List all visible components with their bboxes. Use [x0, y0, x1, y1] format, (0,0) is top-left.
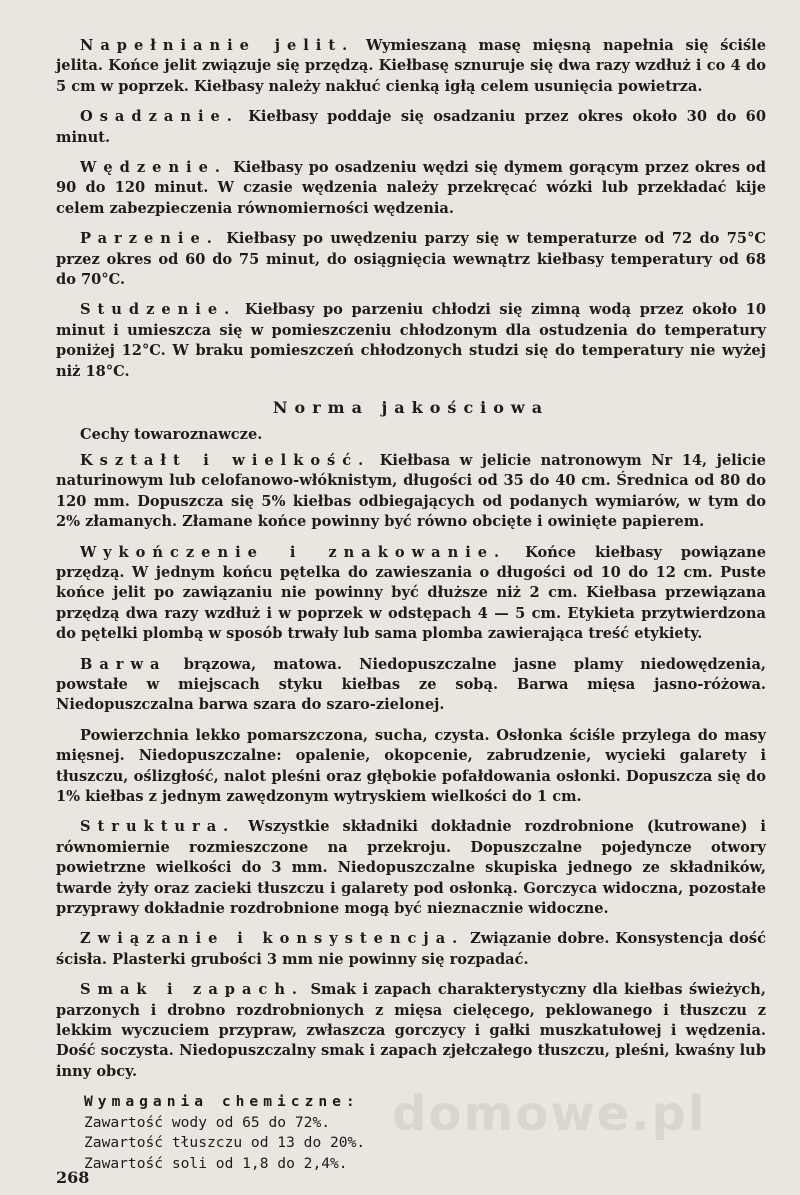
paragraph-text: Związanie dobre. Konsystencja dość ścisła. Plasterki grubości 3 mm nie powinny się rozpadać. [56, 930, 766, 968]
paragraph-zwiazanie [56, 929, 766, 970]
chemical-line: Zawartość soli od 1,8 do 2,4%. [84, 1154, 348, 1172]
paragraph-napelnianie [56, 36, 766, 97]
paragraph-text: Kiełbasy po parzeniu chłodzi się zimną wodą przez około 10 minut i umieszcza się w pomieszczeniu chłodzonym dla ostudzenia do temperatury poniżej 12°C. W braku pomieszczeń chłodzonych studzi się do temperatury nie wyżej niż 18°C. [56, 301, 766, 380]
paragraph-wedzenie [56, 158, 766, 219]
paragraph-struktura [56, 817, 766, 919]
paragraph-text: Smak i zapach charakterystyczny dla kiełbas świeżych, parzonych i drobno rozdrobnionych z mięsa cielęcego, peklowanego i tłuszczu z lekkim wyczuciem przypraw, zwłaszcza gorczycy i gałki muszkatułowej i wędzenia. Dość soczysta. Niedopuszczalny smak i zapach zjełczałego tłuszczu, pleśni, kwaśny lub inny obcy. [56, 981, 766, 1080]
paragraph-lead: Napełnianie jelit. [80, 37, 355, 54]
paragraph-lead: Kształt i wielkość. [80, 451, 371, 469]
paragraph-lead: Wykończenie i znakowanie. [80, 543, 507, 561]
paragraph-text: Kiełbasa w jelicie natronowym Nr 14, jelicie naturinowym lub celofanowo-włóknistym, długości od 35 do 40 cm. Średnica od 80 do 120 mm. Dopuszcza się 5% kiełbas odbiegających od podanych wymiarów, w tym do 2% złamanych. Złamane końce powinny być równo obcięte i owinięte papierem. [56, 451, 766, 531]
paragraph-wykonczenie [56, 543, 766, 645]
chemical-title: Wymagania chemiczne: [84, 1093, 360, 1111]
section-subheading: Cechy towaroznawcze. [80, 425, 263, 443]
paragraph-osadzanie [56, 107, 766, 148]
paragraph-lead: Barwa [80, 655, 167, 673]
paragraph-text: Kiełbasy poddaje się osadzaniu przez okres około 30 do 60 minut. [56, 108, 766, 146]
chemical-line: Zawartość tłuszczu od 13 do 20%. [84, 1134, 366, 1152]
page-number: 268 [56, 1168, 90, 1187]
paragraph-text: Kiełbasy po osadzeniu wędzi się dymem gorącym przez okres od 90 do 120 minut. W czasie wędzenia należy przekręcać wózki lub przekładać kije celem zabezpieczenia równomierności wędzenia. [56, 159, 766, 217]
watermark: domowe.pl [392, 1086, 707, 1142]
paragraph-lead: Studzenie. [80, 301, 237, 319]
paragraph-text: brązowa, matowa. Niedopuszczalne jasne plamy niedowędzenia, powstałe w miejscach styku kiełbas ze sobą. Barwa mięsa jasno-różowa. Niedopuszczalna barwa szara do szaro-zielonej. [56, 655, 766, 714]
chemical-requirements [84, 1092, 766, 1174]
chemical-line: Zawartość wody od 65 do 72%. [84, 1113, 331, 1131]
paragraph-ksztalt [56, 451, 766, 533]
paragraph-text: Kiełbasy po uwędzeniu parzy się w temperaturze od 72 do 75°C przez okres od 60 do 75 minut, do osiągnięcia wewnątrz kiełbasy temperatury od 68 do 70°C. [56, 230, 766, 289]
paragraph-parzenie [56, 229, 766, 290]
paragraph-lead: Wędzenie. [80, 159, 227, 177]
paragraph-studzenie [56, 300, 766, 382]
paragraph-text: Końce kiełbasy powiązane przędzą. W jednym końcu pętelka do zawieszania o długości od 10 do 12 cm. Puste końce jelit po zawiązaniu nie powinny być dłuższe niż 2 cm. Kiełbasa przewiązana przędzą dwa razy wzdłuż i w poprzek w odstępach 4 — 5 cm. Etykieta przytwierdzona do pętelki plombą w sposób trwały lub sama plomba zawierająca treść etykiety. [56, 543, 766, 643]
paragraph-lead: Parzenie. [80, 230, 219, 248]
paragraph-smak [56, 980, 766, 1082]
paragraph-lead: Osadzanie. [80, 108, 239, 126]
paragraph-text: Powierzchnia lekko pomarszczona, sucha, czysta. Osłonka ściśle przylega do masy mięsnej. Niedopuszczalne: opalenie, okopcenie, zabrudzenie, wycieki galarety i tłuszczu, oślizgłość, nalot pleśni oraz głębokie pofałdowania osłonki. Dopuszcza się do 1% kiełbas z jednym zawędzonym wytryskiem wielkości do 1 cm. [56, 726, 766, 805]
section-heading: Norma jakościowa [272, 398, 550, 418]
document-page [56, 36, 766, 1174]
paragraph-powierzchnia [56, 726, 766, 808]
paragraph-text: Wszystkie składniki dokładnie rozdrobnione (kutrowane) i równomiernie rozmieszczone na przekroju. Dopuszczalne pojedyncze otwory powietrzne wielkości do 3 mm. Niedopuszczalne skupiska jednego ze składników, twarde żyły oraz zacieki tłuszczu i galarety pod osłonką. Gorczyca widoczna, pozostałe przyprawy dokładnie rozdrobnione mogą być nieznacznie widoczne. [56, 818, 766, 918]
paragraph-lead: Smak i zapach. [80, 981, 305, 999]
paragraph-lead: Struktura. [80, 818, 236, 836]
paragraph-text: Wymieszaną masę mięsną napełnia się ściśle jelita. Końce jelit związuje się przędzą. Kiełbasę sznuruje się dwa razy wzdłuż i co 4 do 5 cm w poprzek. Kiełbasy należy nakłuć cienką igłą celem usunięcia powietrza. [56, 37, 766, 95]
paragraph-barwa [56, 655, 766, 716]
paragraph-lead: Związanie i konsystencja. [80, 930, 465, 948]
